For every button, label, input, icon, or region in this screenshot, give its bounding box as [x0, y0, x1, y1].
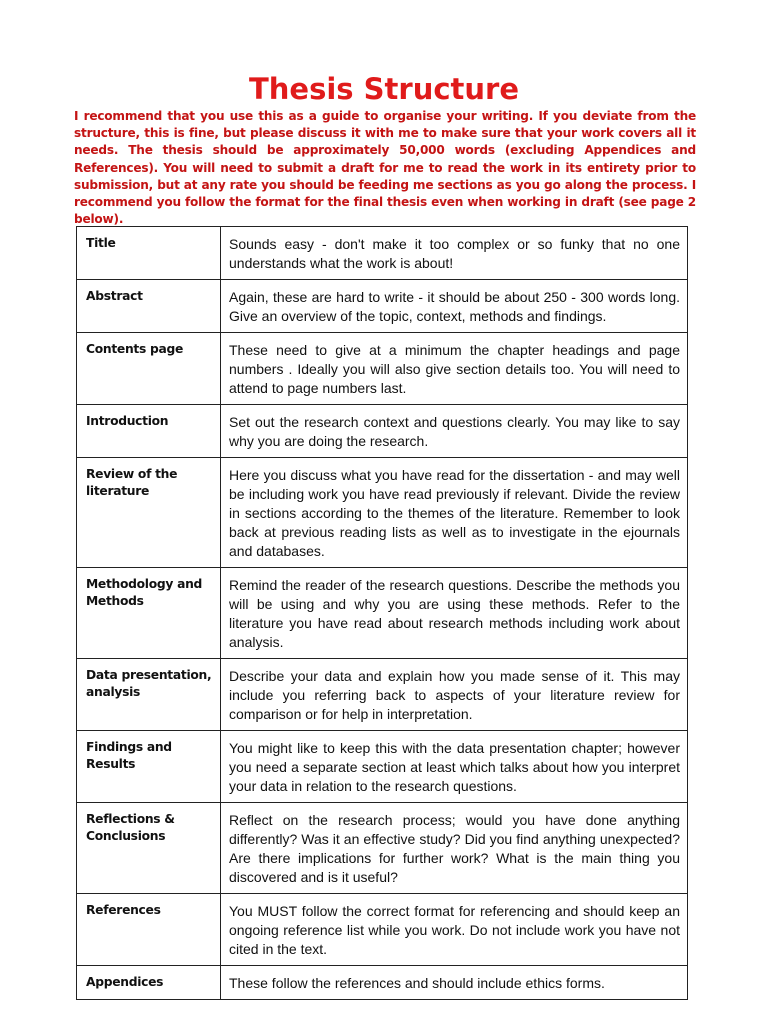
- section-term: Title: [77, 227, 221, 280]
- table-row: [77, 966, 688, 1000]
- section-description: Describe your data and explain how you made sense of it. This may include you referring back to aspects of your literature review for comparison or for help in interpretation.: [221, 659, 688, 731]
- table-row: [77, 731, 688, 803]
- section-term: Appendices: [77, 966, 221, 1000]
- section-description: These follow the references and should include ethics forms.: [221, 966, 688, 1000]
- section-term: Methodology and Methods: [77, 568, 221, 659]
- table-row: [77, 568, 688, 659]
- thesis-structure-table: [76, 226, 688, 1000]
- table-row: [77, 659, 688, 731]
- section-description: You MUST follow the correct format for referencing and should keep an ongoing reference list while you work. Do not include work you have not cited in the text.: [221, 894, 688, 966]
- section-term: Introduction: [77, 405, 221, 458]
- table-row: [77, 280, 688, 333]
- section-description: Sounds easy - don't make it too complex or so funky that no one understands what the work is about!: [221, 227, 688, 280]
- section-description: Set out the research context and questions clearly. You may like to say why you are doing the research.: [221, 405, 688, 458]
- section-description: Remind the reader of the research questions. Describe the methods you will be using and why you are using these methods. Refer to the literature you have read about research methods including work about analysis.: [221, 568, 688, 659]
- table-row: [77, 894, 688, 966]
- section-term: Abstract: [77, 280, 221, 333]
- section-term: References: [77, 894, 221, 966]
- section-term: Data presentation, analysis: [77, 659, 221, 731]
- intro-paragraph: I recommend that you use this as a guide to organise your writing. If you deviate from the structure, this is fine, but please discuss it with me to make sure that your work covers all it needs. The thesis should be approximately 50,000 words (excluding Appendices and References). You will need to submit a draft for me to read the work in its entirety prior to submission, but at any rate you should be feeding me sections as you go along the process. I recommend you follow the format for the final thesis even when working in draft (see page 2 below).: [74, 109, 696, 227]
- section-description: These need to give at a minimum the chapter headings and page numbers . Ideally you will also give section details too. You will need to attend to page numbers last.: [221, 333, 688, 405]
- table-row: [77, 227, 688, 280]
- table-row: [77, 333, 688, 405]
- section-term: Contents page: [77, 333, 221, 405]
- page-title: Thesis Structure: [248, 72, 520, 106]
- section-description: Again, these are hard to write - it should be about 250 - 300 words long. Give an overview of the topic, context, methods and findings.: [221, 280, 688, 333]
- section-term: Reflections & Conclusions: [77, 803, 221, 894]
- section-description: Reflect on the research process; would you have done anything differently? Was it an effective study? Did you find anything unexpected? Are there implications for further work? What is the main thing you discovered and is it useful?: [221, 803, 688, 894]
- section-description: You might like to keep this with the data presentation chapter; however you need a separate section at least which talks about how you interpret your data in relation to the research questions.: [221, 731, 688, 803]
- section-description: Here you discuss what you have read for the dissertation - and may well be including work you have read previously if relevant. Divide the review in sections according to the themes of the literature. Remember to look back at previous reading lists as well as to investigate in the ejournals and databases.: [221, 458, 688, 568]
- table-row: [77, 803, 688, 894]
- section-term: Review of the literature: [77, 458, 221, 568]
- section-term: Findings and Results: [77, 731, 221, 803]
- table-row: [77, 405, 688, 458]
- table-row: [77, 458, 688, 568]
